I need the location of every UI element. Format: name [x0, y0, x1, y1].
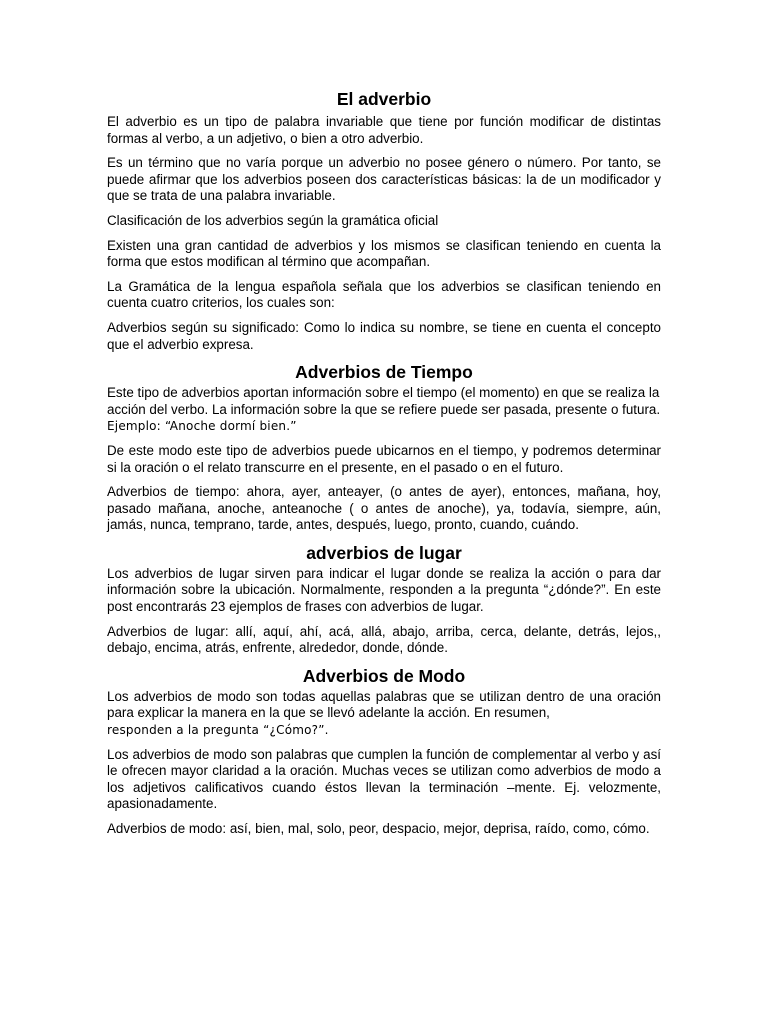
- lugar-paragraph-1: Los adverbios de lugar sirven para indicar el lugar donde se realiza la acción o para dar información sobre la ubicación. Normalmente, responden a la pregunta “¿dónde?”. En este post encontrarás 23 ejemplos de frases con adverbios de lugar.: [107, 565, 661, 615]
- tiempo-paragraph-3: Adverbios de tiempo: ahora, ayer, anteayer, (o antes de ayer), entonces, mañana, hoy, pasado mañana, anoche, anteanoche ( o antes de anoche), ya, todavía, siempre, aún, jamás, nunca, temprano, tarde, antes, después, luego, pronto, cuando, cuándo.: [107, 484, 661, 533]
- modo-example: responden a la pregunta “¿Cómo?”.: [107, 723, 329, 738]
- tiempo-paragraph-1-main: Este tipo de adverbios aportan información sobre el tiempo (el momento) en que se realiza la acción del verbo. La información sobre la que se refiere puede ser pasada, presente o futura: [107, 385, 660, 417]
- section-heading-modo: Adverbios de Modo: [302, 665, 466, 686]
- modo-paragraph-1-main: Los adverbios de modo son todas aquellas palabras que se utilizan dentro de una oración para explicar la manera en la que se llevó adelante la acción. En resumen,: [107, 688, 661, 721]
- intro-paragraph-4: Existen una gran cantidad de adverbios y los mismos se clasifican teniendo en cuenta la forma que estos modifican al término que acompañan.: [107, 237, 661, 270]
- section-heading-lugar: adverbios de lugar: [306, 542, 462, 563]
- document-page: [107, 88, 661, 846]
- intro-paragraph-2: Es un término que no varía porque un adverbio no posee género o número. Por tanto, se puede afirmar que los adverbios poseen dos características básicas: la de un modificador y que se trata de una palabra invariable.: [107, 155, 661, 204]
- modo-paragraph-2: Los adverbios de modo son palabras que cumplen la función de complementar al verbo y así le ofrecen mayor claridad a la oración. Muchas veces se utilizan como adverbios de modo a los adjetivos calificativos cuando éstos llevan la terminación –mente. Ej. velozmente, apasionadamente.: [107, 746, 661, 812]
- section-heading-tiempo: Adverbios de Tiempo: [295, 362, 473, 383]
- intro-paragraph-6: Adverbios según su significado: Como lo indica su nombre, se tiene en cuenta el concepto que el adverbio expresa.: [107, 319, 661, 352]
- modo-paragraph-1: [107, 689, 661, 739]
- tiempo-paragraph-1: [107, 385, 661, 435]
- tiempo-example: . Ejemplo: “Anoche dormí bien.”: [107, 402, 661, 434]
- page-title: El adverbio: [336, 89, 432, 109]
- modo-paragraph-3: Adverbios de modo: así, bien, mal, solo, peor, despacio, mejor, deprisa, raído, como, cómo.: [107, 821, 650, 836]
- intro-paragraph-3: Clasificación de los adverbios según la gramática oficial: [107, 212, 439, 228]
- intro-paragraph-1: El adverbio es un tipo de palabra invariable que tiene por función modificar de distintas formas al verbo, a un adjetivo, o bien a otro adverbio.: [107, 114, 661, 146]
- tiempo-paragraph-2: De este modo este tipo de adverbios puede ubicarnos en el tiempo, y podremos determinar si la oración o el relato transcurre en el presente, en el pasado o en el futuro.: [107, 442, 661, 475]
- lugar-paragraph-2: Adverbios de lugar: allí, aquí, ahí, acá, allá, abajo, arriba, cerca, delante, detrás, lejos,, debajo, encima, atrás, enfrente, alrededor, donde, dónde.: [107, 623, 661, 656]
- intro-paragraph-5: La Gramática de la lengua española señala que los adverbios se clasifican teniendo en cuenta cuatro criterios, los cuales son:: [107, 278, 661, 311]
